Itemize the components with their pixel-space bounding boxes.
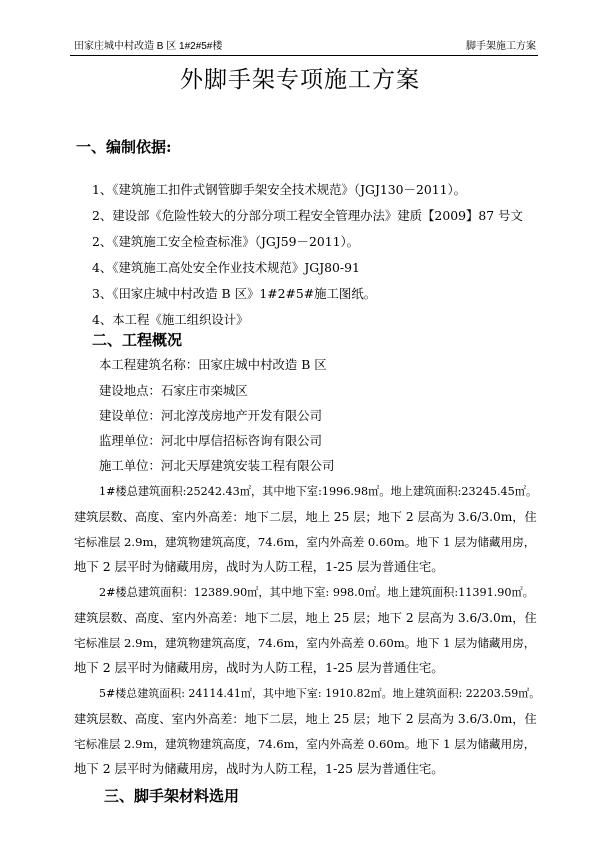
section1-heading: 一、编制依据: bbox=[76, 138, 172, 156]
basis-item: 3、《田家庄城中村改造 B 区》1#2#5#施工图纸。 bbox=[92, 286, 377, 301]
project-info-line: 建设单位：河北淳茂房地产开发有限公司 bbox=[99, 408, 323, 423]
building1-line: 地下 2 层平时为储藏用房，战时为人防工程，1-25 层为普通住宅。 bbox=[74, 559, 444, 574]
basis-item: 2、《建筑施工安全检查标准》（JGJ59－2011）。 bbox=[92, 234, 360, 249]
building2-line: 2#楼总建筑面积：12389.90㎡，其中地下室: 998.0㎡。地上建筑面积:11391.90㎡。 bbox=[99, 586, 534, 599]
building5-line: 建筑层数、高度、室内外高差：地下二层，地上 25 层；地下 2 层高为 3.6/3.0m，住 bbox=[74, 712, 537, 726]
header-right-text: 脚手架施工方案 bbox=[466, 41, 536, 52]
basis-item: 2、建设部《危险性较大的分部分项工程安全管理办法》建质【2009】87 号文 bbox=[92, 208, 523, 223]
building2-line: 地下 2 层平时为储藏用房，战时为人防工程，1-25 层为普通住宅。 bbox=[74, 660, 444, 675]
building5-line: 宅标准层 2.9m，建筑物建筑高度，74.6m，室内外高差 0.60m。地下 1 层为储藏用房， bbox=[74, 737, 536, 751]
project-info-line: 监理单位：河北中厚信招标咨询有限公司 bbox=[99, 433, 323, 448]
project-info-line: 施工单位：河北天厚建筑安装工程有限公司 bbox=[99, 458, 335, 473]
page-title: 外脚手架专项施工方案 bbox=[180, 67, 420, 93]
header-rule bbox=[70, 55, 538, 56]
building2-line: 宅标准层 2.9m，建筑物建筑高度，74.6m，室内外高差 0.60m。地下 1 层为储藏用房， bbox=[74, 636, 536, 650]
basis-item: 4、本工程《施工组织设计》 bbox=[92, 312, 249, 327]
project-info-line: 本工程建筑名称：田家庄城中村改造 B 区 bbox=[99, 357, 327, 372]
building2-line: 建筑层数、高度、室内外高差：地下二层，地上 25 层；地下 2 层高为 3.6/3.0m，住 bbox=[74, 611, 537, 625]
building1-line: 建筑层数、高度、室内外高差：地下二层，地上 25 层；地下 2 层高为 3.6/3.0m，住 bbox=[74, 510, 537, 524]
building5-line: 5#楼总建筑面积: 24114.41㎡，其中地下室: 1910.82㎡。地上建筑面积: 22203.59㎡。 bbox=[99, 687, 541, 700]
header-left-text: 田家庄城中村改造 B 区 1#2#5#楼 bbox=[74, 41, 223, 52]
section3-heading: 三、脚手架材料选用 bbox=[104, 787, 240, 805]
building5-line: 地下 2 层平时为储藏用房，战时为人防工程，1-25 层为普通住宅。 bbox=[74, 761, 444, 776]
building1-line: 1#楼总建筑面积:25242.43㎡，其中地下室:1996.98㎡。地上建筑面积:23245.45㎡。 bbox=[99, 485, 538, 498]
basis-item: 1、《建筑施工扣件式钢管脚手架安全技术规范》（JGJ130－2011）。 bbox=[92, 182, 467, 197]
building1-line: 宅标准层 2.9m，建筑物建筑高度，74.6m，室内外高差 0.60m。地下 1 层为储藏用房， bbox=[74, 535, 536, 549]
basis-item: 4、《建筑施工高处安全作业技术规范》JGJ80-91 bbox=[92, 260, 360, 275]
project-info-line: 建设地点：石家庄市栾城区 bbox=[99, 383, 248, 398]
section2-heading: 二、工程概况 bbox=[92, 331, 183, 349]
